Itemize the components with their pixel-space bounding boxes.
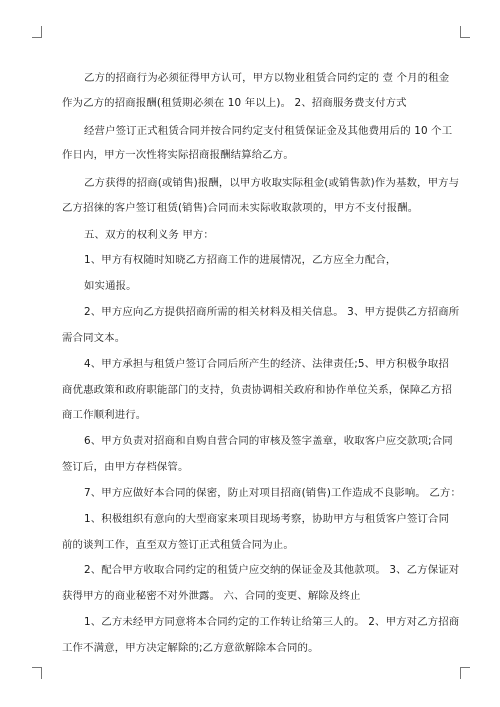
text-line: 1、积极组织有意向的大型商家来项目现场考察，协助甲方与租赁客户签订合同 — [84, 513, 450, 525]
text-line: 乙方的招商行为必须征得甲方认可，甲方以物业租赁合同约定的 壹 个月的租金 — [84, 72, 450, 84]
text-line: 1、乙方未经甲方同意将本合同约定的工作转让给第三人的。 2、甲方对乙方招商 — [84, 616, 460, 628]
text-line: 2、配合甲方收取合同约定的租赁户应交纳的保证金及其他款项。 3、乙方保证对 — [84, 564, 460, 576]
section-heading: 五、双方的权利义务 甲方： — [84, 229, 214, 241]
crop-mark-top-left — [32, 26, 42, 38]
text-line: 作日内，甲方一次性将实际招商报酬结算给乙方。 — [62, 149, 294, 161]
text-line: 1、甲方有权随时知晓乙方招商工作的进展情况，乙方应全力配合， — [84, 254, 397, 266]
text-line: 作为乙方的招商报酬(租赁期必须在 10 年以上)。 2、招商服务费支付方式 — [62, 97, 407, 109]
text-line: 需合同文本。 — [62, 332, 126, 344]
text-line: 如实通报。 — [84, 280, 137, 292]
crop-mark-top-right — [460, 26, 470, 38]
text-line: 商优惠政策和政府职能部门的支持，负责协调相关政府和协作单位关系，保障乙方招 — [62, 384, 452, 396]
text-line: 乙方获得的招商(或销售)报酬，以甲方收取实际租金(或销售款)作为基数，甲方与 — [84, 177, 460, 189]
text-line: 2、甲方应向乙方提供招商所需的相关材料及相关信息。 3、甲方提供乙方招商所 — [84, 306, 460, 318]
text-line: 经营户签订正式租赁合同并按合同约定支付租赁保证金及其他费用后的 10 个工 — [84, 125, 453, 137]
text-line: 商工作顺利进行。 — [62, 409, 147, 421]
text-line: 获得甲方的商业秘密不对外泄露。 六、合同的变更、解除及终止 — [62, 590, 361, 602]
text-line: 前的谈判工作，直至双方签订正式租赁合同为止。 — [62, 539, 294, 551]
text-line: 工作不满意，甲方决定解除的;乙方意欲解除本合同的。 — [62, 642, 319, 654]
crop-mark-bottom-left — [32, 667, 42, 679]
text-line: 6、甲方负责对招商和自购自营合同的审核及签字盖章，收取客户应交款项;合同 — [84, 435, 453, 447]
text-line: 4、甲方承担与租赁户签订合同后所产生的经济、法律责任;5、甲方积极争取招 — [84, 358, 450, 370]
text-line: 乙方招徕的客户签订租赁(销售)合同而未实际收取款项的，甲方不支付报酬。 — [62, 202, 419, 214]
text-line: 签订后，由甲方存档保管。 — [62, 461, 189, 473]
crop-mark-bottom-right — [460, 667, 470, 679]
text-line: 7、甲方应做好本合同的保密，防止对项目招商(销售)工作造成不良影响。 乙方： — [84, 487, 461, 499]
